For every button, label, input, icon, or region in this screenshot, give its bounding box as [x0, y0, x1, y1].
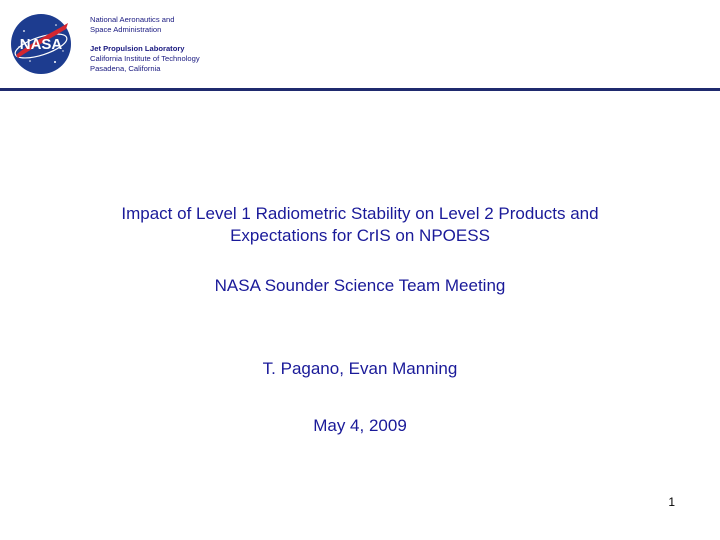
slide-title-line-2: Expectations for CrIS on NPOESS [230, 226, 490, 245]
org-line-jpl: Jet Propulsion Laboratory [90, 44, 185, 53]
slide-title [0, 203, 720, 247]
org-line-nasa-2: Space Administration [90, 25, 162, 34]
meeting-name: NASA Sounder Science Team Meeting [214, 276, 506, 295]
nasa-logo [10, 13, 72, 75]
slide-title-line-1: Impact of Level 1 Radiometric Stability on Level 2 Products and [121, 204, 599, 223]
org-line-location: Pasadena, California [90, 64, 161, 73]
presentation-date: May 4, 2009 [313, 416, 407, 435]
org-line-caltech: California Institute of Technology [90, 54, 200, 63]
header-divider [0, 88, 720, 91]
authors: T. Pagano, Evan Manning [262, 359, 458, 378]
page-number: 1 [668, 495, 675, 509]
organization-block [90, 15, 200, 74]
logo-wordmark: NASA [19, 36, 63, 53]
org-line-nasa-1: National Aeronautics and [90, 15, 175, 24]
